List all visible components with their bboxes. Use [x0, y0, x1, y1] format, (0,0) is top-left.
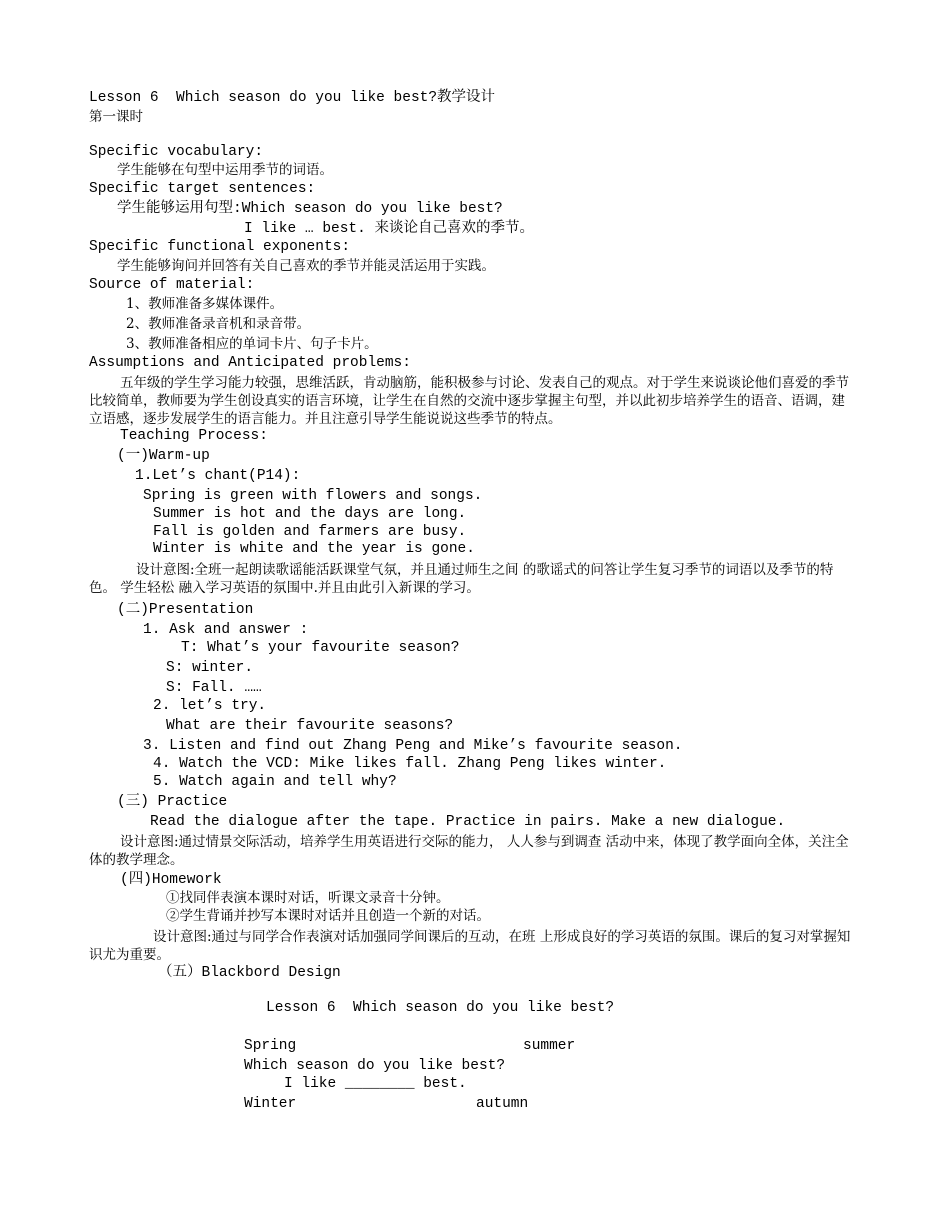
- material-item-1: 1、教师准备多媒体课件。: [126, 296, 284, 312]
- homework-item-1: ①找同伴表演本课时对话，听课文录音十分钟。: [166, 890, 450, 906]
- document-title: Lesson 6 Which season do you like best?教学设计: [89, 90, 496, 106]
- presentation-step-2-question: What are their favourite seasons?: [166, 718, 454, 734]
- blackboard-spring: Spring: [244, 1038, 297, 1054]
- chant-line-3: Fall is golden and farmers are busy.: [153, 524, 467, 540]
- practice-heading: (三) Practice: [117, 794, 228, 810]
- chant-heading: 1.Let’s chant(P14):: [135, 468, 301, 484]
- target-heading: Specific target sentences:: [89, 181, 316, 197]
- warmup-heading: (一)Warm-up: [117, 448, 210, 464]
- blackboard-answer: I like ________ best.: [284, 1076, 467, 1092]
- homework-heading: (四)Homework: [120, 872, 222, 888]
- material-item-2: 2、教师准备录音机和录音带。: [126, 316, 311, 332]
- presentation-step-5: 5. Watch again and tell why?: [153, 774, 397, 790]
- blackboard-winter: Winter: [244, 1096, 297, 1112]
- presentation-step-2: 2. let’s try.: [153, 698, 267, 714]
- homework-intent: 设计意图:通过与同学合作表演对话加强同学间课后的互动，在班 上形成良好的学习英语的氛围。课后的复习对掌握知识尤为重要。: [89, 929, 851, 963]
- target-line-2: I like … best. 来谈论自己喜欢的季节。: [244, 221, 535, 237]
- presentation-teacher-line: T: What’s your favourite season?: [181, 640, 460, 656]
- homework-item-2: ②学生背诵并抄写本课时对话并且创造一个新的对话。: [166, 908, 490, 924]
- chant-line-1: Spring is green with flowers and songs.: [143, 488, 483, 504]
- target-line-1: 学生能够运用句型:Which season do you like best?: [117, 201, 503, 217]
- functional-heading: Specific functional exponents:: [89, 239, 351, 255]
- chant-line-4: Winter is white and the year is gone.: [153, 541, 475, 557]
- blackboard-summer: summer: [523, 1038, 576, 1054]
- assumptions-paragraph: 五年级的学生学习能力较强，思维活跃，肯动脑筋，能积极参与讨论、发表自己的观点。对于学生来说谈论他们喜爱的季节比较简单，教师要为学生创设真实的语言环境，让学生在自然的交流中逐步掌握主句型，并以此初步培养学生的语音、语调，建立语感，逐步发展学生的语言能力。并且注意引导学生能说说这些季节的特点。: [89, 375, 849, 427]
- blackboard-title: Lesson 6 Which season do you like best?: [266, 1000, 615, 1016]
- vocab-heading: Specific vocabulary:: [89, 144, 264, 160]
- presentation-student-line-1: S: winter.: [166, 660, 254, 676]
- presentation-step-3: 3. Listen and find out Zhang Peng and Mike’s favourite season.: [143, 738, 683, 754]
- chant-line-2: Summer is hot and the days are long.: [153, 506, 467, 522]
- blackboard-question: Which season do you like best?: [244, 1058, 506, 1074]
- presentation-heading: (二)Presentation: [117, 602, 254, 618]
- vocab-text: 学生能够在句型中运用季节的词语。: [117, 162, 333, 178]
- practice-intent: 设计意图:通过情景交际活动，培养学生用英语进行交际的能力， 人人参与到调查 活动中来，体现了教学面向全体，关注全体的教学理念。: [89, 834, 849, 868]
- material-item-3: 3、教师准备相应的单词卡片、句子卡片。: [126, 336, 378, 352]
- presentation-student-line-2: S: Fall. ……: [166, 680, 262, 696]
- presentation-step-4: 4. Watch the VCD: Mike likes fall. Zhang Peng likes winter.: [153, 756, 667, 772]
- material-heading: Source of material:: [89, 277, 255, 293]
- blackboard-autumn: autumn: [476, 1096, 529, 1112]
- warmup-intent: 设计意图:全班一起朗读歌谣能活跃课堂气氛，并且通过师生之间 的歌谣式的问答让学生复习季节的词语以及季节的特色。 学生轻松 融入学习英语的氛围中.并且由此引入新课的学习。: [89, 562, 834, 596]
- functional-text: 学生能够询问并回答有关自己喜欢的季节并能灵活运用于实践。: [117, 258, 495, 274]
- practice-text: Read the dialogue after the tape. Practice in pairs. Make a new dialogue.: [150, 814, 786, 830]
- process-heading: Teaching Process:: [120, 428, 268, 444]
- presentation-step-1: 1. Ask and answer :: [143, 622, 309, 638]
- document-subtitle: 第一课时: [89, 109, 143, 125]
- blackboard-heading: （五）Blackbord Design: [158, 965, 341, 981]
- assumptions-heading: Assumptions and Anticipated problems:: [89, 355, 411, 371]
